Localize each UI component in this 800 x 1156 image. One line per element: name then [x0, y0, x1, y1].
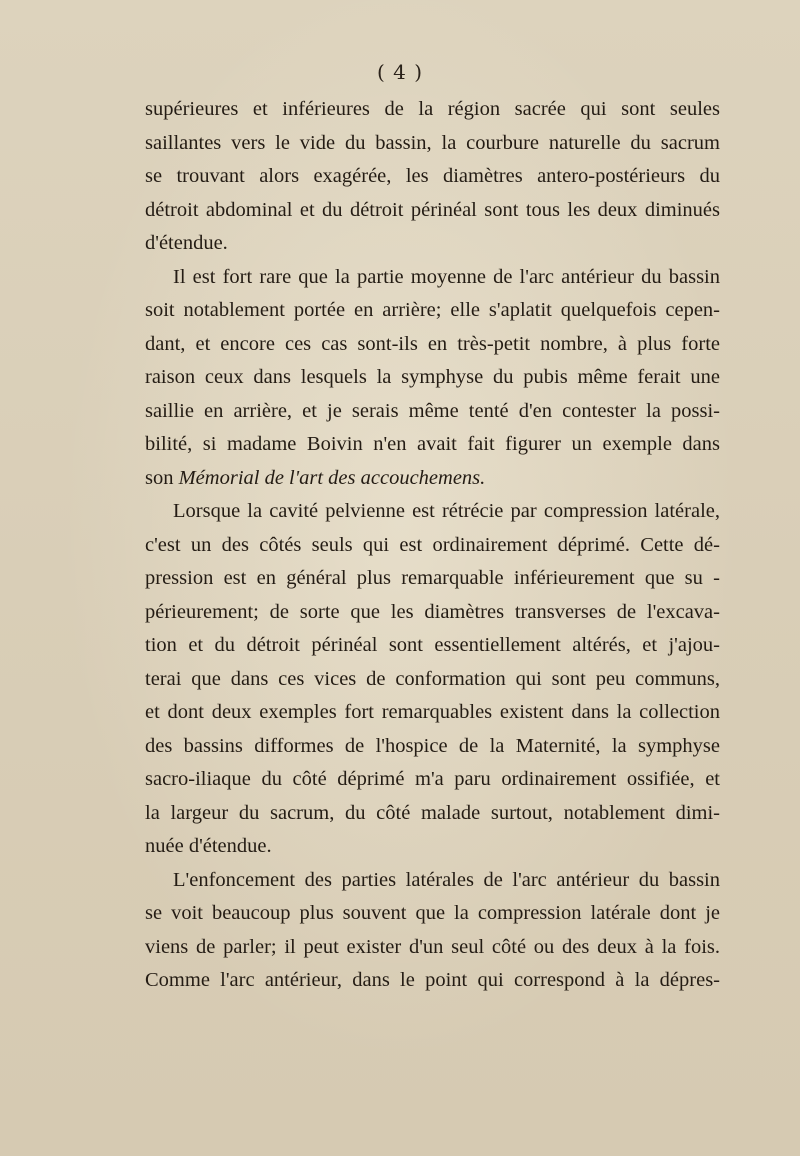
text-line: sacro-iliaque du côté déprimé m'a paru ordinairement ossifiée, et [145, 768, 720, 790]
text-line: bilité, si madame Boivin n'en avait fait figurer un exemple dans [145, 433, 720, 455]
text-line: viens de parler; il peut exister d'un seul côté ou des deux à la fois. [145, 935, 720, 958]
text-line: détroit abdominal et du détroit périnéal sont tous les deux diminués [145, 198, 720, 221]
text-line: nuée d'étendue. [145, 835, 272, 857]
book-title-italic: Mémorial de l'art des accouchemens. [178, 466, 486, 489]
paragraph-first-line: L'enfoncement des parties latérales de l'arc antérieur du bassin [173, 868, 720, 891]
text-line: saillie en arrière, et je serais même tenté d'en contester la possi- [145, 399, 720, 422]
text-line: Comme l'arc antérieur, dans le point qui correspond à la dépres- [145, 969, 720, 991]
page-number: ( 4 ) [376, 60, 424, 84]
text-line: pression est en général plus remarquable inférieurement que su - [145, 567, 720, 589]
text-line: terai que dans ces vices de conformation qui sont peu communs, [145, 667, 720, 690]
text-line: et dont deux exemples fort remarquables existent dans la collection [145, 701, 720, 723]
paragraph-first-line: Il est fort rare que la partie moyenne de l'arc antérieur du bassin [173, 265, 720, 288]
body-text [145, 93, 720, 998]
text-line: périeurement; de sorte que les diamètres transverses de l'excava- [145, 600, 720, 623]
text-line: se trouvant alors exagérée, les diamètres antero-postérieurs du [145, 165, 720, 187]
text-line-citation [145, 462, 720, 496]
text-line: dant, et encore ces cas sont-ils en très-petit nombre, à plus forte [145, 332, 720, 355]
paragraph-first-line: Lorsque la cavité pelvienne est rétrécie par compression latérale, [173, 500, 720, 522]
text-line: supérieures et inférieures de la région sacrée qui sont seules [145, 98, 720, 120]
text-line: c'est un des côtés seuls qui est ordinairement déprimé. Cette dé- [145, 533, 720, 556]
text-line: raison ceux dans lesquels la symphyse du pubis même ferait une [145, 366, 720, 388]
text-line: la largeur du sacrum, du côté malade surtout, notablement dimi- [145, 801, 720, 824]
text-line: saillantes vers le vide du bassin, la courbure naturelle du sacrum [145, 131, 720, 154]
text-line: soit notablement portée en arrière; elle s'aplatit quelquefois cepen- [145, 299, 720, 321]
text-line: se voit beaucoup plus souvent que la compression latérale dont je [145, 902, 720, 924]
text-line: tion et du détroit périnéal sont essentiellement altérés, et j'ajou- [145, 634, 720, 656]
text-fragment: son [145, 466, 179, 489]
text-line: d'étendue. [145, 232, 228, 254]
text-line: des bassins difformes de l'hospice de la Maternité, la symphyse [145, 734, 720, 757]
